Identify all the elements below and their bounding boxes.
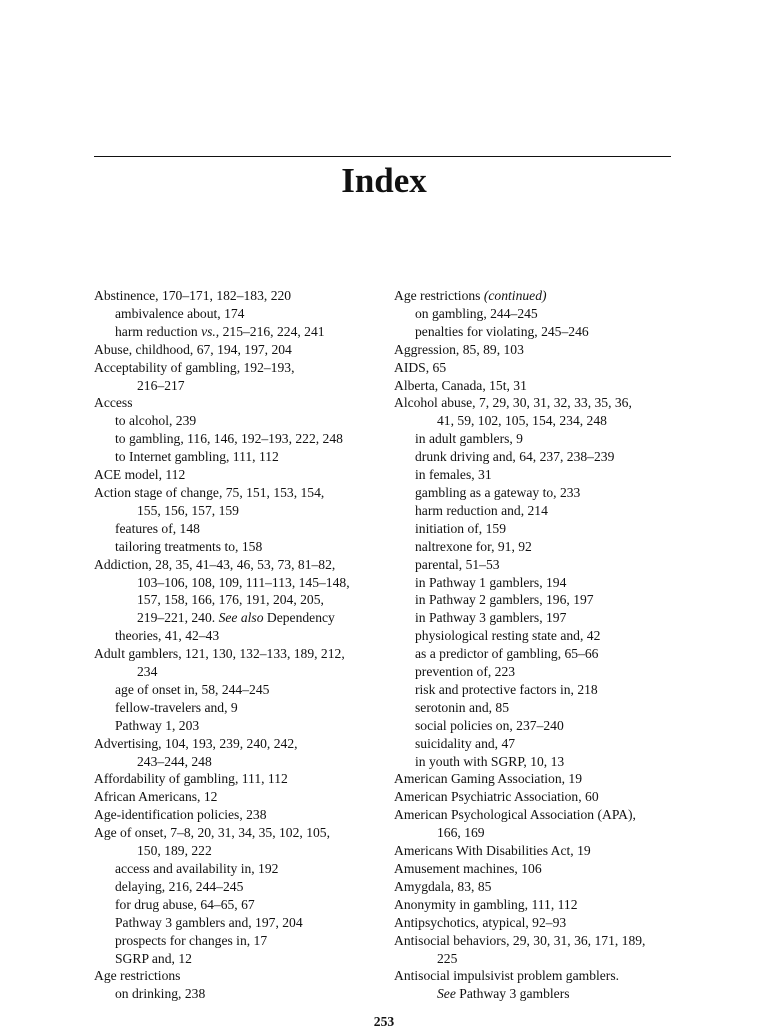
index-entry [94,788,384,806]
index-text: American Psychiatric Association, 60 [394,789,599,805]
index-italic-text: (continued) [483,288,547,303]
index-entry [394,341,684,359]
index-text: fellow-travelers and, 9 [115,699,238,715]
index-subentry [394,305,684,323]
index-subentry [394,627,684,645]
index-text: Affordability of gambling, 111, 112 [94,771,288,787]
page-number: 253 [373,1014,395,1029]
index-text: Acceptability of gambling, 192–193, [94,359,295,375]
index-entry [394,377,684,395]
index-entry [394,914,684,932]
index-subentry [94,538,384,556]
index-text: Age restrictions [394,288,484,303]
index-text: Pathway 3 gamblers [455,986,570,1002]
index-text: ambivalence about, 174 [115,305,245,321]
index-text: initiation of, 159 [415,520,506,536]
index-text: Pathway 1, 203 [115,717,200,733]
index-entry [394,359,684,377]
index-entry [94,645,384,663]
index-text: tailoring treatments to, 158 [115,538,263,554]
index-entry [94,806,384,824]
index-entry [94,341,384,359]
index-entry [394,896,684,914]
index-entry [94,770,384,788]
index-text: 155, 156, 157, 159 [137,502,239,518]
index-text: parental, 51–53 [415,556,500,572]
index-subentry [94,753,384,771]
index-entry [94,287,384,305]
index-text: theories, 41, 42–43 [115,628,220,644]
index-subentry [394,502,684,520]
index-subentry [94,305,384,323]
index-subentry [94,932,384,950]
index-text: risk and protective factors in, 218 [415,681,598,697]
index-text: penalties for violating, 245–246 [415,323,589,339]
index-italic-text: See [437,986,456,1002]
index-subentry [94,699,384,717]
index-text: to Internet gambling, 111, 112 [115,449,279,465]
index-subentry [94,377,384,395]
header-rule [94,156,671,157]
index-subentry [394,824,684,842]
index-text: Abuse, childhood, 67, 194, 197, 204 [94,341,292,357]
index-text: in adult gamblers, 9 [415,431,523,447]
index-text: American Gaming Association, 19 [394,771,583,787]
index-text: 219–221, 240. [137,610,219,626]
index-text: in youth with SGRP, 10, 13 [415,753,565,769]
index-subentry [94,591,384,609]
index-text: delaying, 216, 244–245 [115,878,244,894]
page-title: Index [341,161,427,200]
index-subentry [394,430,684,448]
index-text: Amusement machines, 106 [394,861,542,876]
index-text: suicidality and, 47 [415,735,516,751]
index-subentry [394,556,684,574]
index-text: American Psychological Association (APA), [394,807,636,823]
index-entry [94,967,384,985]
index-text: Aggression, 85, 89, 103 [394,341,524,357]
index-subentry [394,699,684,717]
index-subentry [94,878,384,896]
index-text: Antisocial behaviors, 29, 30, 31, 36, 171, 189, [394,932,646,948]
index-subentry [94,860,384,878]
index-text: for drug abuse, 64–65, 67 [115,896,255,912]
index-text: age of onset in, 58, 244–245 [115,681,270,697]
index-subentry [94,663,384,681]
index-italic-text: See also [218,610,264,626]
index-text: African Americans, 12 [94,789,218,805]
index-subentry [394,323,684,341]
index-text: serotonin and, 85 [415,699,510,715]
index-entry [394,806,684,824]
index-text: on drinking, 238 [115,986,206,1002]
index-subentry [94,609,384,627]
index-subentry [94,896,384,914]
index-text: 150, 189, 222 [137,843,212,859]
index-entry [394,860,684,878]
index-text: SGRP and, 12 [115,950,192,966]
index-text: Dependency [263,610,335,626]
index-text: Action stage of change, 75, 151, 153, 154, [94,484,325,500]
index-text: prospects for changes in, 17 [115,932,268,948]
index-text: gambling as a gateway to, 233 [415,484,581,500]
index-subentry [394,663,684,681]
index-entry [394,967,684,985]
index-entry [394,788,684,806]
index-text: Age-identification policies, 238 [94,807,267,823]
index-entry [94,484,384,502]
index-text: on gambling, 244–245 [415,305,538,321]
index-text: to gambling, 116, 146, 192–193, 222, 248 [115,431,343,447]
index-column-left [94,287,384,1003]
index-text: Age of onset, 7–8, 20, 31, 34, 35, 102, 105, [94,825,330,841]
index-text: in Pathway 2 gamblers, 196, 197 [415,592,594,608]
index-subentry [94,681,384,699]
index-text: Alcohol abuse, 7, 29, 30, 31, 32, 33, 35, 36, [394,395,632,411]
index-subentry [394,950,684,968]
index-entry [94,735,384,753]
index-text: 103–106, 108, 109, 111–113, 145–148, [137,574,350,590]
index-subentry [394,448,684,466]
index-text: to alcohol, 239 [115,413,197,429]
index-entry [94,394,384,412]
index-entry [394,287,684,305]
index-subentry [394,591,684,609]
index-text: AIDS, 65 [394,359,447,375]
index-text: 215–216, 224, 241 [219,323,325,339]
index-subentry [94,502,384,520]
index-subentry [394,717,684,735]
index-subentry [394,645,684,663]
index-text: in Pathway 3 gamblers, 197 [415,610,567,626]
index-subentry [94,842,384,860]
index-text: 157, 158, 166, 176, 191, 204, 205, [137,592,324,608]
index-subentry [394,466,684,484]
index-text: social policies on, 237–240 [415,717,564,733]
index-text: Antisocial impulsivist problem gamblers. [394,968,620,984]
index-text: features of, 148 [115,520,200,536]
index-entry [94,556,384,574]
index-text: Americans With Disabilities Act, 19 [394,843,591,859]
index-entry [394,394,684,412]
index-entry [394,770,684,788]
index-subentry [94,717,384,735]
index-subentry [94,323,384,341]
index-entry [394,842,684,860]
index-subentry [394,538,684,556]
index-text: Pathway 3 gamblers and, 197, 204 [115,914,303,930]
index-text: Advertising, 104, 193, 239, 240, 242, [94,735,298,751]
index-subentry [394,735,684,753]
index-text: physiological resting state and, 42 [415,628,601,644]
index-subentry [94,448,384,466]
index-subentry [94,430,384,448]
index-column-right [394,287,684,1003]
index-subentry [394,609,684,627]
index-text: as a predictor of gambling, 65–66 [415,646,599,662]
index-text: Abstinence, 170–171, 182–183, 220 [94,288,292,303]
index-text: Addiction, 28, 35, 41–43, 46, 53, 73, 81–82, [94,556,336,572]
index-text: Antipsychotics, atypical, 92–93 [394,914,567,930]
index-subentry [94,627,384,645]
index-text: naltrexone for, 91, 92 [415,538,532,554]
index-subentry [394,412,684,430]
index-subentry [94,985,384,1003]
index-text: Access [94,395,133,411]
index-entry [394,878,684,896]
index-text: prevention of, 223 [415,664,516,680]
index-subentry [94,520,384,538]
index-subentry [394,681,684,699]
index-text: Age restrictions [94,968,181,984]
index-subentry [94,574,384,592]
index-entry [94,466,384,484]
index-text: 216–217 [137,377,185,393]
index-text: 166, 169 [437,825,485,841]
index-subentry [94,412,384,430]
index-text: Adult gamblers, 121, 130, 132–133, 189, 212, [94,646,345,662]
index-text: 225 [437,950,458,966]
index-subentry [94,950,384,968]
index-subentry [94,914,384,932]
index-text: harm reduction and, 214 [415,502,548,518]
index-text: Amygdala, 83, 85 [394,878,492,894]
index-subentry [394,574,684,592]
index-subentry [394,753,684,771]
index-text: 243–244, 248 [137,753,212,769]
index-entry [94,359,384,377]
index-text: drunk driving and, 64, 237, 238–239 [415,449,615,465]
index-subentry [394,484,684,502]
index-text: in females, 31 [415,467,492,483]
index-text: 41, 59, 102, 105, 154, 234, 248 [437,413,607,429]
index-text: Anonymity in gambling, 111, 112 [394,896,578,912]
index-text: in Pathway 1 gamblers, 194 [415,574,567,590]
index-text: ACE model, 112 [94,467,186,483]
index-italic-text: vs., [201,323,220,339]
index-entry [94,824,384,842]
index-text: access and availability in, 192 [115,861,279,876]
index-subentry [394,985,684,1003]
index-text: harm reduction [115,323,202,339]
index-text: 234 [137,664,158,680]
index-entry [394,932,684,950]
index-subentry [394,520,684,538]
index-text: Alberta, Canada, 15t, 31 [394,377,527,393]
